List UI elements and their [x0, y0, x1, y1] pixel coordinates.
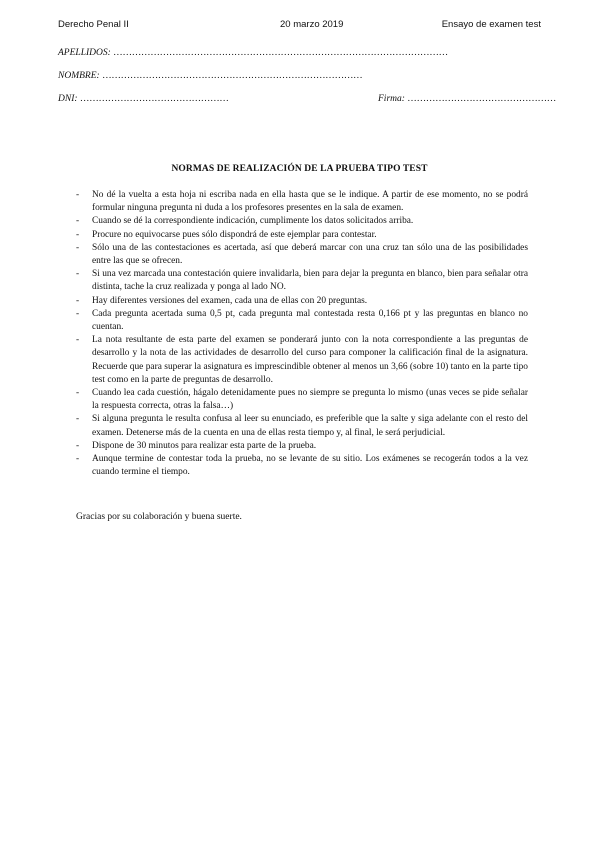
- list-item: [76, 229, 528, 242]
- list-item: [76, 189, 528, 215]
- rule-text: Procure no equivocarse pues sólo dispondrá de este ejemplar para contestar.: [92, 229, 377, 240]
- firma-line: …………………………………………: [407, 94, 557, 104]
- bullet-dash: -: [76, 454, 80, 465]
- dni-line: …………………………………………: [79, 94, 229, 104]
- list-item: [76, 215, 528, 228]
- dni-label: DNI:: [58, 94, 78, 104]
- list-item: [76, 308, 528, 334]
- rule-text: Si una vez marcada una contestación quiere invalidarla, bien para dejar la pregunta en blanco, bien para señalar otra distinta, tache la cruz realizada y ponga al lado NO.: [92, 269, 528, 293]
- bullet-dash: -: [76, 229, 80, 240]
- list-item: [76, 242, 528, 268]
- bullet-dash: -: [76, 269, 80, 280]
- nombre-line: …………………………………………………………………………: [102, 71, 363, 81]
- bullet-dash: -: [76, 414, 80, 425]
- rule-text: Sólo una de las contestaciones es acertada, así que deberá marcar con una cruz tan sólo una de las posibilidades entre las que se ofrecen.: [92, 242, 528, 267]
- rule-text: La nota resultante de esta parte del examen se ponderará junto con la nota correspondiente a las preguntas de desarrollo y la nota de las actividades de desarrollo del curso para componer la calificación final de la asignatura. Recuerde que para superar la asignatura es imprescindible obtener al menos un 3,66 (sobre 10) tanto en la parte tipo test como en la parte de preguntas de desarrollo.: [92, 335, 528, 385]
- rule-text: Cada pregunta acertada suma 0,5 pt, cada pregunta mal contestada resta 0,166 pt y las preguntas en blanco no cuentan.: [92, 308, 528, 333]
- list-item: [76, 453, 528, 479]
- bullet-dash: -: [76, 388, 80, 399]
- bullet-dash: -: [76, 216, 80, 227]
- bullet-dash: -: [76, 308, 80, 319]
- course-name: Derecho Penal II: [58, 19, 129, 30]
- rule-text: Dispone de 30 minutos para realizar esta parte de la prueba.: [92, 440, 317, 451]
- list-item: [76, 295, 528, 308]
- exam-date: 20 marzo 2019: [280, 19, 344, 30]
- bullet-dash: -: [76, 190, 80, 200]
- list-item: [76, 413, 528, 439]
- firma-label: Firma:: [378, 94, 405, 104]
- bullet-dash: -: [76, 440, 80, 451]
- rule-text: No dé la vuelta a esta hoja ni escriba nada en ella hasta que se le indique. A partir de ese momento, no se podrá formular ninguna pregunta ni duda a los profesores presentes en la sala de examen.: [92, 190, 528, 214]
- exam-type: Ensayo de examen test: [441, 19, 541, 30]
- apellidos-label: APELLIDOS:: [58, 48, 111, 58]
- page-header: [58, 19, 541, 33]
- bullet-dash: -: [76, 242, 80, 253]
- rules-title: NORMAS DE REALIZACIÓN DE LA PRUEBA TIPO TEST: [171, 164, 428, 174]
- rule-text: Hay diferentes versiones del examen, cada una de ellas con 20 preguntas.: [92, 295, 368, 306]
- bullet-dash: -: [76, 335, 80, 346]
- list-item: [76, 387, 528, 413]
- rules-list: [76, 189, 528, 479]
- bullet-dash: -: [76, 295, 80, 306]
- list-item: [76, 268, 528, 294]
- rule-text: Cuando lea cada cuestión, hágalo detenidamente pues no siempre se pregunta lo mismo (unas veces se pide señalar la respuesta correcta, otras la falsa…): [92, 388, 528, 412]
- rule-text: Si alguna pregunta le resulta confusa al leer su enunciado, es preferible que la salte y siga adelante con el resto del examen. Detenerse más de la cuenta en una de ellas resta tiempo y, al final, le será perjudicial.: [92, 414, 528, 438]
- nombre-label: NOMBRE:: [58, 71, 100, 81]
- rule-text: Cuando se dé la correspondiente indicación, cumplimente los datos solicitados arriba.: [92, 216, 414, 227]
- apellidos-line: ………………………………………………………………………………………………: [113, 48, 448, 58]
- rule-text: Aunque termine de contestar toda la prueba, no se levante de su sitio. Los exámenes se recogerán todos a la vez cuando termine el tiempo.: [92, 454, 528, 478]
- nombre-field[interactable]: [58, 71, 362, 81]
- list-item: [76, 440, 528, 453]
- list-item: [76, 334, 528, 387]
- dni-field[interactable]: [58, 94, 229, 104]
- closing-message: Gracias por su colaboración y buena suerte.: [76, 512, 242, 522]
- apellidos-field[interactable]: [58, 48, 448, 58]
- firma-field[interactable]: [378, 94, 556, 104]
